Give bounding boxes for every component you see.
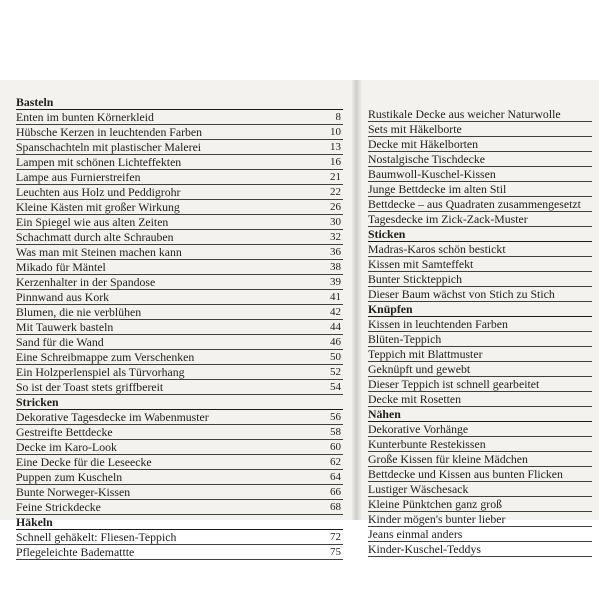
toc-entry	[16, 380, 343, 395]
toc-entry	[368, 212, 592, 227]
entry-title: Nostalgische Tischdecke	[368, 152, 485, 166]
toc-entry	[16, 200, 343, 215]
section-title: Häkeln	[16, 515, 53, 529]
entry-title: Tagesdecke im Zick-Zack-Muster	[368, 212, 528, 226]
entry-title: Was man mit Steinen machen kann	[16, 245, 182, 259]
entry-title: Kleine Kästen mit großer Wirkung	[16, 200, 180, 214]
toc-entry	[368, 527, 592, 542]
toc-entry	[368, 137, 592, 152]
page-number: 66	[330, 486, 341, 498]
entry-title: Kissen in leuchtenden Farben	[368, 317, 508, 331]
toc-entry	[16, 470, 343, 485]
section-title: Basteln	[16, 95, 54, 109]
entry-title: Decke mit Häkelborten	[368, 137, 479, 151]
toc-entry	[368, 272, 592, 287]
toc-entry	[16, 245, 343, 260]
section-title: Stricken	[16, 395, 59, 409]
toc-entry	[368, 122, 592, 137]
entry-title: Blüten-Teppich	[368, 332, 442, 346]
page-number: 64	[330, 471, 341, 483]
section-heading	[16, 95, 343, 110]
toc-entry	[368, 422, 592, 437]
entry-title: Kunterbunte Restekissen	[368, 437, 486, 451]
toc-entry	[16, 170, 343, 185]
entry-title: Junge Bettdecke im alten Stil	[368, 182, 507, 196]
toc-entry	[368, 287, 592, 302]
entry-title: Schnell gehäkelt: Fliesen-Teppich	[16, 530, 177, 544]
page-number: 16	[330, 156, 341, 168]
toc-entry	[16, 320, 343, 335]
toc-entry	[16, 155, 343, 170]
toc-entry	[16, 440, 343, 455]
entry-title: Kleine Pünktchen ganz groß	[368, 497, 502, 511]
toc-entry	[16, 215, 343, 230]
page-number: 38	[330, 261, 341, 273]
section-heading	[368, 407, 592, 422]
entry-title: Rustikale Decke aus weicher Naturwolle	[368, 107, 561, 121]
page-number: 58	[330, 426, 341, 438]
toc-entry	[368, 377, 592, 392]
page-number: 8	[335, 111, 341, 123]
page-number: 46	[330, 336, 341, 348]
entry-title: Teppich mit Blattmuster	[368, 347, 483, 361]
toc-entry	[368, 467, 592, 482]
entry-title: Spanschachteln mit plastischer Malerei	[16, 140, 202, 154]
toc-entry	[16, 410, 343, 425]
entry-title: Puppen zum Kuscheln	[16, 470, 123, 484]
toc-entry	[16, 305, 343, 320]
page-number: 54	[330, 381, 341, 393]
entry-title: Eine Decke für die Leseecke	[16, 455, 152, 469]
toc-entry	[368, 452, 592, 467]
entry-title: Gestreifte Bettdecke	[16, 425, 113, 439]
toc-entry	[368, 242, 592, 257]
toc-entry	[16, 350, 343, 365]
toc-entry	[16, 125, 343, 140]
toc-entry	[368, 152, 592, 167]
section-heading	[16, 395, 343, 410]
entry-title: Kerzenhalter in der Spandose	[16, 275, 156, 289]
toc-entry	[16, 455, 343, 470]
page-number: 41	[330, 291, 341, 303]
page-number: 32	[330, 231, 341, 243]
section-heading	[368, 227, 592, 242]
page-number: 42	[330, 306, 341, 318]
page-number: 62	[330, 456, 341, 468]
toc-entry	[368, 332, 592, 347]
toc-entry	[368, 512, 592, 527]
entry-title: Bunter Stickteppich	[368, 272, 463, 286]
book-spread	[0, 80, 599, 559]
section-title: Sticken	[368, 227, 406, 241]
book-gutter	[352, 80, 362, 520]
toc-entry	[16, 185, 343, 200]
page-number: 36	[330, 246, 341, 258]
toc-entry	[368, 182, 592, 197]
entry-title: Sets mit Häkelborte	[368, 122, 462, 136]
entry-title: Jeans einmal anders	[368, 527, 463, 541]
entry-title: Lustiger Wäschesack	[368, 482, 469, 496]
page-number: 26	[330, 201, 341, 213]
page-number: 52	[330, 366, 341, 378]
toc-entry	[368, 392, 592, 407]
entry-title: Dekorative Vorhänge	[368, 422, 469, 436]
page-number: 44	[330, 321, 341, 333]
toc-entry	[368, 107, 592, 122]
entry-title: Schachmatt durch alte Schrauben	[16, 230, 174, 244]
entry-title: Leuchten aus Holz und Peddigrohr	[16, 185, 181, 199]
toc-entry	[16, 500, 343, 515]
toc-entry	[16, 260, 343, 275]
section-title: Knüpfen	[368, 302, 413, 316]
entry-title: Bunte Norweger-Kissen	[16, 485, 131, 499]
page-number: 60	[330, 441, 341, 453]
entry-title: Dekorative Tagesdecke im Wabenmuster	[16, 410, 209, 424]
entry-title: Kissen mit Samteffekt	[368, 257, 474, 271]
entry-title: Sand für die Wand	[16, 335, 104, 349]
entry-title: Baumwoll-Kuschel-Kissen	[368, 167, 496, 181]
toc-entry	[16, 365, 343, 380]
toc-entry	[16, 335, 343, 350]
entry-title: Ein Holzperlenspiel als Türvorhang	[16, 365, 185, 379]
entry-title: Dieser Teppich ist schnell gearbeitet	[368, 377, 540, 391]
page-number: 22	[330, 186, 341, 198]
entry-title: Große Kissen für kleine Mädchen	[368, 452, 528, 466]
entry-title: So ist der Toast stets griffbereit	[16, 380, 164, 394]
entry-title: Eine Schreibmappe zum Verschenken	[16, 350, 195, 364]
entry-title: Dieser Baum wächst von Stich zu Stich	[368, 287, 555, 301]
page-number: 21	[330, 171, 341, 183]
entry-title: Bettdecke – aus Quadraten zusammengesetzt	[368, 197, 581, 211]
toc-entry	[16, 275, 343, 290]
page-number: 56	[330, 411, 341, 423]
section-title: Nähen	[368, 407, 401, 421]
entry-title: Feine Strickdecke	[16, 500, 101, 514]
toc-entry	[368, 197, 592, 212]
page-number: 68	[330, 501, 341, 513]
entry-title: Mit Tauwerk basteln	[16, 320, 114, 334]
toc-entry	[368, 482, 592, 497]
entry-title: Madras-Karos schön bestickt	[368, 242, 506, 256]
entry-title: Kinder-Kuschel-Teddys	[368, 542, 481, 556]
toc-entry	[368, 347, 592, 362]
entry-title: Enten im bunten Körnerkleid	[16, 110, 154, 124]
toc-entry	[368, 317, 592, 332]
entry-title: Lampen mit schönen Lichteffekten	[16, 155, 182, 169]
right-table-of-contents	[368, 107, 592, 557]
page-number: 10	[330, 126, 341, 138]
toc-entry	[16, 110, 343, 125]
entry-title: Lampe aus Furnierstreifen	[16, 170, 141, 184]
entry-title: Geknüpft und gewebt	[368, 362, 471, 376]
toc-entry	[16, 530, 343, 545]
right-page	[362, 80, 599, 556]
section-heading	[16, 515, 343, 530]
toc-entry	[368, 167, 592, 182]
entry-title: Bettdecke und Kissen aus bunten Flicken	[368, 467, 563, 481]
entry-title: Mikado für Mäntel	[16, 260, 106, 274]
page-number: 72	[330, 531, 341, 543]
toc-entry	[16, 230, 343, 245]
toc-entry	[368, 437, 592, 452]
entry-title: Pinnwand aus Kork	[16, 290, 110, 304]
toc-entry	[368, 497, 592, 512]
toc-entry	[16, 485, 343, 500]
page-number: 13	[330, 141, 341, 153]
entry-title: Kinder mögen's bunter lieber	[368, 512, 506, 526]
page-number: 39	[330, 276, 341, 288]
toc-entry	[16, 425, 343, 440]
page-number: 30	[330, 216, 341, 228]
toc-entry	[16, 545, 343, 560]
toc-entry	[368, 362, 592, 377]
entry-title: Decke im Karo-Look	[16, 440, 117, 454]
toc-entry	[16, 290, 343, 305]
left-page	[0, 80, 352, 559]
entry-title: Ein Spiegel wie aus alten Zeiten	[16, 215, 169, 229]
entry-title: Pflegeleichte Bademattte	[16, 545, 135, 559]
entry-title: Decke mit Rosetten	[368, 392, 462, 406]
toc-entry	[16, 140, 343, 155]
page-number: 50	[330, 351, 341, 363]
page-number: 75	[330, 546, 341, 558]
toc-entry	[368, 257, 592, 272]
toc-entry	[368, 542, 592, 557]
section-heading	[368, 302, 592, 317]
entry-title: Hübsche Kerzen in leuchtenden Farben	[16, 125, 203, 139]
entry-title: Blumen, die nie verblühen	[16, 305, 142, 319]
left-table-of-contents	[16, 95, 343, 560]
